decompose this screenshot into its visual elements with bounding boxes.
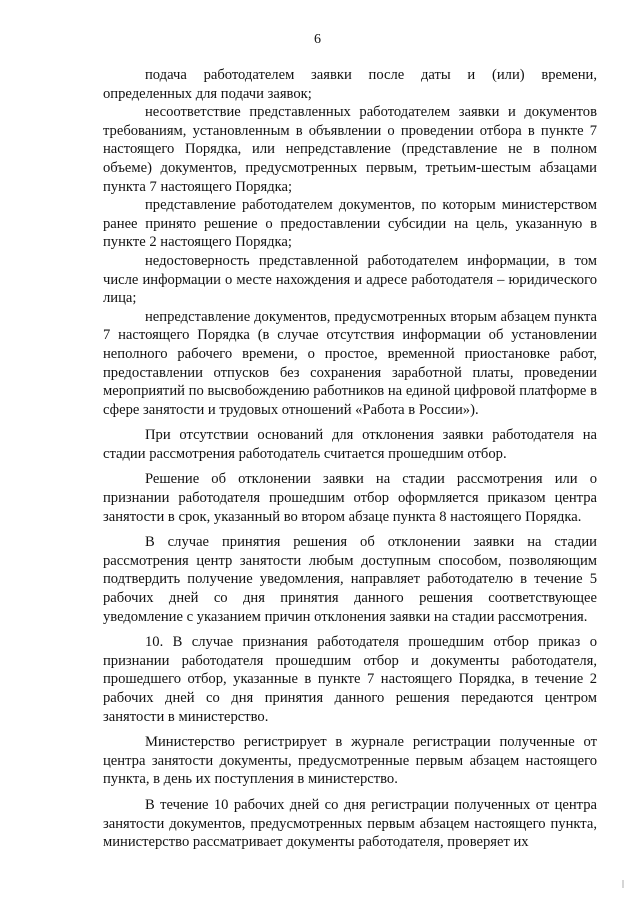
paragraph-non-compliance: несоответствие представленных работодателем заявки и документов требованиям, установленным в объявлении о проведении отбора в пункте 7 настоящего Порядка, или непредставление (представление не в полном объеме) документов, предусмотренных первым, третьим-шестым абзацами пункта 7 настоящего Порядка; [103, 104, 597, 195]
paragraph-registration: Министерство регистрирует в журнале регистрации полученные от центра занятости документы, предусмотренные первым абзацем настоящего пункта, в день их поступления в министерство. [103, 734, 597, 788]
paragraph-clause-10: 10. В случае признания работодателя прошедшим отбор приказ о признании работодателя прошедшим отбор и документы работодателя, прошедшего отбор, указанные в пункте 7 настоящего Порядка, в течение 2 рабочих дней со дня принятия данного решения передаются центром занятости в министерство. [103, 634, 597, 725]
paragraph-rejection-notice: В случае принятия решения об отклонении заявки на стадии рассмотрения центр занятости любым доступным способом, позволяющим подтвердить получение уведомления, направляет работодателю в течение 5 рабочих дней со дня принятия данного решения соответствующее уведомление с указанием причин отклонения заявки на стадии рассмотрения. [103, 534, 597, 625]
paragraph-missing-documents: непредставление документов, предусмотренных вторым абзацем пункта 7 настоящего Порядка (в случае отсутствия информации об установлении неполного рабочего времени, о простое, временной приостановке работ, предоставлении отпусков без сохранения заработной платы, проведении мероприятий по высвобождению работников на единой цифровой платформе в сфере занятости и трудовых отношений «Работа в России»). [103, 308, 597, 418]
paragraph-late-submission: подача работодателем заявки после даты и (или) времени, определенных для подачи заявок; [103, 67, 597, 102]
scan-margin-mark [622, 880, 624, 888]
paragraph-decision-order: Решение об отклонении заявки на стадии рассмотрения или о признании работодателя прошедшим отбор оформляется приказом центра занятости в срок, указанный во втором абзаце пункта 8 настоящего Порядка. [103, 471, 597, 525]
paragraph-review-period: В течение 10 рабочих дней со дня регистрации полученных от центра занятости документов, предусмотренных первым абзацем настоящего пункта, министерство рассматривает документы работодателя, проверяет их [103, 796, 597, 851]
page-number: 6 [314, 32, 321, 47]
paragraph-false-information: недостоверность представленной работодателем информации, в том числе информации о месте нахождения и адресе работодателя – юридического лица; [103, 252, 597, 307]
document-body [103, 66, 597, 852]
paragraph-prior-decision: представление работодателем документов, по которым министерством ранее принято решение о предоставлении субсидии на цель, указанную в пункте 2 настоящего Порядка; [103, 197, 597, 251]
paragraph-no-grounds: При отсутствии оснований для отклонения заявки работодателя на стадии рассмотрения работодатель считается прошедшим отбор. [103, 427, 597, 462]
